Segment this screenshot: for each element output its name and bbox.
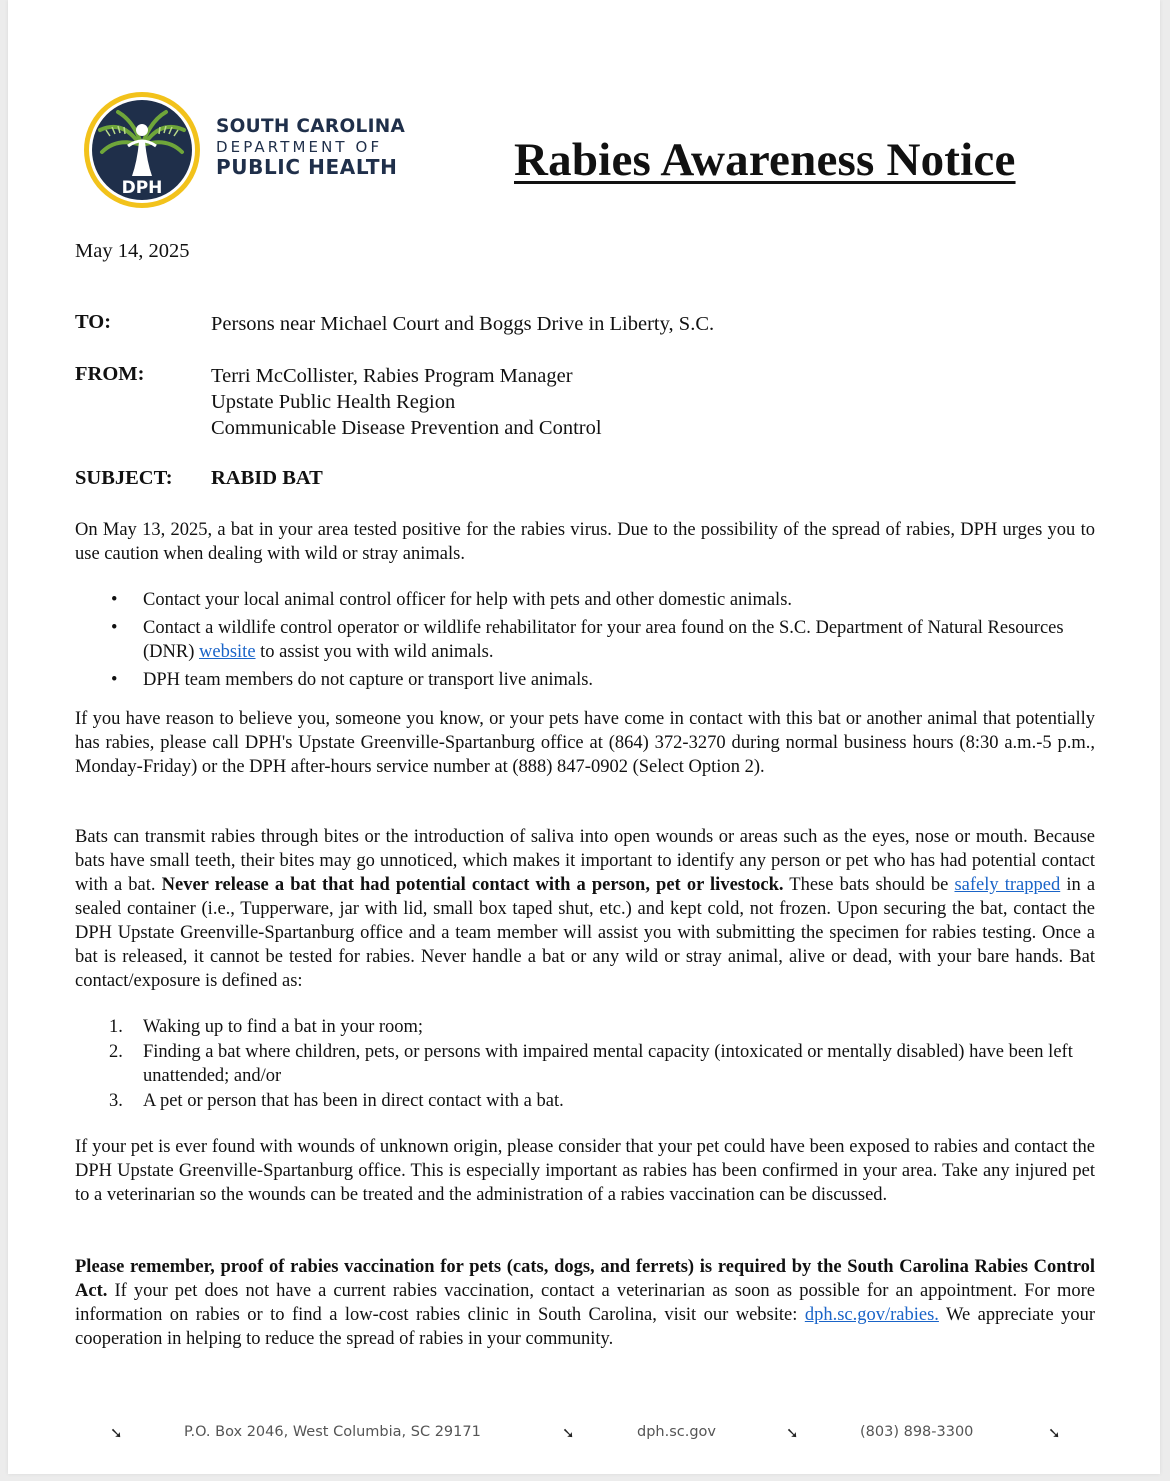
bullet-text: Contact your local animal control officer for help with pets and other domestic animals.	[143, 590, 793, 610]
subject-value: RABID BAT	[211, 467, 323, 489]
dph-logo-icon	[82, 90, 202, 210]
from-line: Upstate Public Health Region	[211, 391, 456, 413]
dnr-website-link[interactable]: website	[199, 642, 256, 662]
bats-text: in a sealed container (i.e., Tupperware, jar with lid, small box taped shut, etc.) and kept cold, not frozen. Upon securing the bat, contact the DPH Upstate Greenville-Spartanburg office and a team member will assist you with submitting the specimen for rabies testing. Once a bat is released, it cannot be tested for rabies. Never handle a bat or any wild or stray animal, alive or dead, with your bare hands. Bat contact/exposure is defined as:	[75, 875, 1096, 991]
arrow-icon: ➘	[786, 1424, 799, 1442]
bullet-icon: •	[111, 617, 118, 638]
subject-label: SUBJECT:	[75, 467, 173, 489]
bullet-icon: •	[111, 590, 118, 610]
remember-text: We appreciate your cooperation in helping to reduce the spread of rabies in your community.	[75, 1305, 1095, 1349]
list-number: 2.	[109, 1041, 123, 1062]
from-block	[211, 363, 602, 441]
bullet-text: DPH team members do not capture or transport live animals.	[143, 669, 594, 690]
bullet-text: to assist you with wild animals.	[260, 642, 494, 662]
list-text: Finding a bat where children, pets, or persons with impaired mental capacity (intoxicated or mentally disabled) have been left unattended; and/or	[143, 1041, 1073, 1086]
bats-text: These bats should be	[789, 875, 949, 895]
contact-paragraph: If you have reason to believe you, someone you know, or your pets have come in contact with this bat or another animal that potentially has rabies, please call DPH's Upstate Greenville-Spartanburg office at (864) 372-3270 during normal business hours (8:30 a.m.-5 p.m., Monday-Friday) or the DPH after-hours service number at (888) 847-0902 (Select Option 2).	[75, 709, 1095, 777]
list-item	[75, 616, 1095, 665]
list-item	[75, 668, 1095, 693]
exposure-list	[75, 1015, 1095, 1113]
arrow-icon: ➘	[562, 1424, 575, 1442]
notice-date: May 14, 2025	[75, 240, 190, 262]
bats-text: Bats can transmit rabies through bites or the introduction of saliva into open wounds or areas such as the eyes, nose or mouth. Because bats have small teeth, their bites may go unnoticed, which makes it important to identify any person or pet who has had potential contact with a bat.	[75, 827, 1095, 895]
notice-title: Rabies Awareness Notice	[514, 134, 1016, 186]
org-line-1: SOUTH CAROLINA	[216, 116, 406, 137]
arrow-icon: ➘	[110, 1424, 123, 1442]
org-name	[216, 118, 405, 177]
bats-paragraph	[75, 825, 1095, 993]
footer-website[interactable]: dph.sc.gov	[637, 1424, 716, 1440]
to-value: Persons near Michael Court and Boggs Drive in Liberty, S.C.	[211, 313, 715, 335]
remember-paragraph	[75, 1255, 1095, 1351]
list-text: A pet or person that has been in direct contact with a bat.	[143, 1090, 564, 1111]
list-text: Waking up to find a bat in your room;	[143, 1017, 424, 1037]
list-number: 1.	[109, 1017, 123, 1037]
bullet-icon: •	[111, 669, 118, 690]
from-label: FROM:	[75, 363, 145, 385]
bats-warning: Never release a bat that had potential contact with a person, pet or livestock.	[161, 875, 784, 895]
remember-text: If your pet does not have a current rabies vaccination, contact a veterinarian as soon as possible for an appointment. For more information on rabies or to find a low-cost rabies clinic in South Carolina, visit our website:	[75, 1281, 1096, 1325]
wounds-paragraph: If your pet is ever found with wounds of unknown origin, please consider that your pet could have been exposed to rabies and contact the DPH Upstate Greenville-Spartanburg office. This is especially important as rabies has been confirmed in your area. Take any injured pet to a veterinarian so the wounds can be treated and the administration of a rabies vaccination can be discussed.	[75, 1137, 1095, 1205]
dph-rabies-link[interactable]: dph.sc.gov/rabies.	[804, 1305, 939, 1325]
bullet-text: Contact a wildlife control operator or wildlife rehabilitator for your area found on the S.C. Department of Natural Resources (DNR)	[143, 617, 1064, 662]
list-item	[75, 588, 1095, 613]
list-item	[75, 1089, 1095, 1114]
list-item	[75, 1040, 1095, 1089]
list-item	[75, 1015, 1095, 1040]
footer-phone: (803) 898-3300	[860, 1424, 974, 1440]
intro-paragraph: On May 13, 2025, a bat in your area tested positive for the rabies virus. Due to the possibility of the spread of rabies, DPH urges you to use caution when dealing with wild or stray animals.	[75, 520, 1095, 564]
org-line-2: DEPARTMENT OF	[216, 137, 383, 156]
action-bullet-list	[75, 588, 1095, 692]
safely-trapped-link[interactable]: safely trapped	[954, 875, 1061, 895]
from-line: Terri McCollister, Rabies Program Manager	[211, 365, 573, 387]
arrow-icon: ➘	[1048, 1424, 1061, 1442]
logo-text: DPH	[121, 178, 163, 198]
document-page	[8, 0, 1160, 1474]
to-label: TO:	[75, 311, 112, 333]
org-line-3: PUBLIC HEALTH	[216, 154, 398, 179]
footer-address: P.O. Box 2046, West Columbia, SC 29171	[184, 1424, 481, 1440]
remember-bold: Please remember, proof of rabies vaccination for pets (cats, dogs, and ferrets) is required by the South Carolina Rabies Control Act.	[75, 1257, 1095, 1301]
from-line: Communicable Disease Prevention and Control	[211, 417, 602, 439]
list-number: 3.	[109, 1090, 123, 1111]
